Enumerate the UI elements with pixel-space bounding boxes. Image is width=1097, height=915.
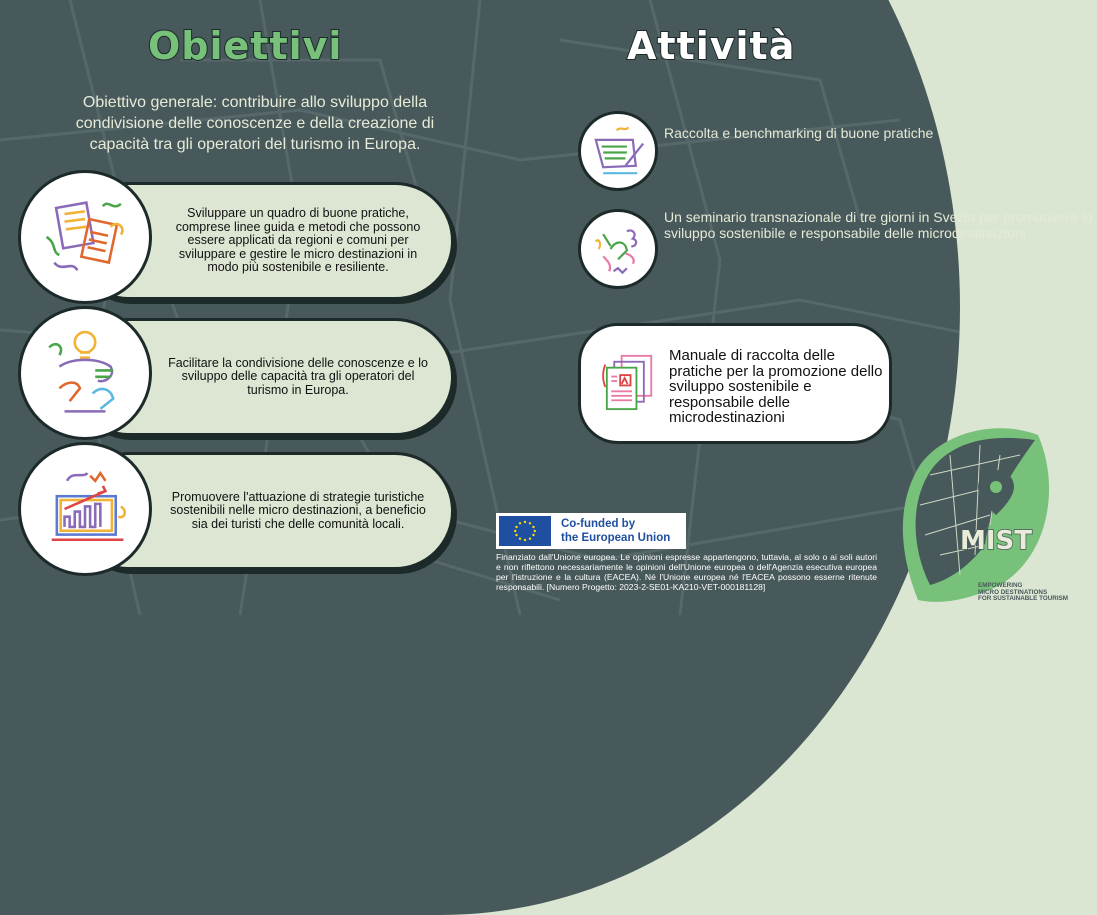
eu-label-line1: Co-funded by (561, 518, 636, 530)
eu-label-line2: the European Union (561, 532, 671, 544)
tagline-line: FOR SUSTAINABLE TOURISM (978, 595, 1069, 602)
handshake-icon (578, 209, 658, 289)
lightbulb-hands-icon (18, 306, 152, 440)
objective-text: Promuovere l'attuazione di strategie turistiche sostenibili nelle micro destinazioni, a beneficio sia dei turisti che delle comunità locali. (170, 489, 426, 531)
tagline-line: EMPOWERING (978, 582, 1023, 589)
mist-logo (890, 415, 1070, 610)
activity-text: Manuale di raccolta delle pratiche per la promozione dello sviluppo sostenibile e responsabile delle microdestinazioni (669, 347, 883, 426)
funding-disclaimer: Finanziato dall'Unione europea. Le opinioni espresse appartengono, tuttavia, al solo o ai soli autori e non riflettono necessariamente le opinioni dell'Unione europea o dell'Agenzia esecutiva europea per l'istruzione e la cultura (EACEA). Né l'Unione europea né l'EACEA possono esserne ritenute responsabili. [Numero Progetto: 2023-2-SE01-KA210-VET-000181128] (496, 552, 877, 592)
objectives-title: Obiettivi (148, 24, 343, 68)
activity-text: Un seminario transnazionale di tre giorni in Svezia per promuovere lo sviluppo sostenibile e responsabile delle microdestinazioni. (664, 209, 1093, 241)
activity-card (578, 323, 892, 444)
eu-cofunded-badge (496, 513, 686, 549)
eu-flag-icon (499, 516, 551, 546)
logo-name: MIST (959, 526, 1033, 556)
documents-icon (18, 170, 152, 304)
activities-title: Attività (627, 24, 796, 68)
logo-tagline (978, 583, 1068, 603)
manual-document-icon (595, 344, 669, 418)
growth-chart-icon (18, 442, 152, 576)
objectives-intro: Obiettivo generale: contribuire allo sviluppo della condivisione delle conoscenze e della creazione di capacità tra gli operatori del turismo in Europa. (75, 94, 435, 153)
scroll-pen-icon (578, 111, 658, 191)
activity-text: Raccolta e benchmarking di buone pratiche (664, 125, 934, 141)
tagline-line: MICRO DESTINATIONS (978, 588, 1048, 596)
objective-text: Sviluppare un quadro di buone pratiche, comprese linee guida e metodi che possono essere applicati da regioni e comuni per sviluppare e gestire le micro destinazioni in modo più sostenibile e resiliente. (175, 206, 421, 275)
objective-text: Facilitare la condivisione delle conoscenze e lo sviluppo delle capacità tra gli operatori del turismo in Europa. (168, 355, 428, 397)
